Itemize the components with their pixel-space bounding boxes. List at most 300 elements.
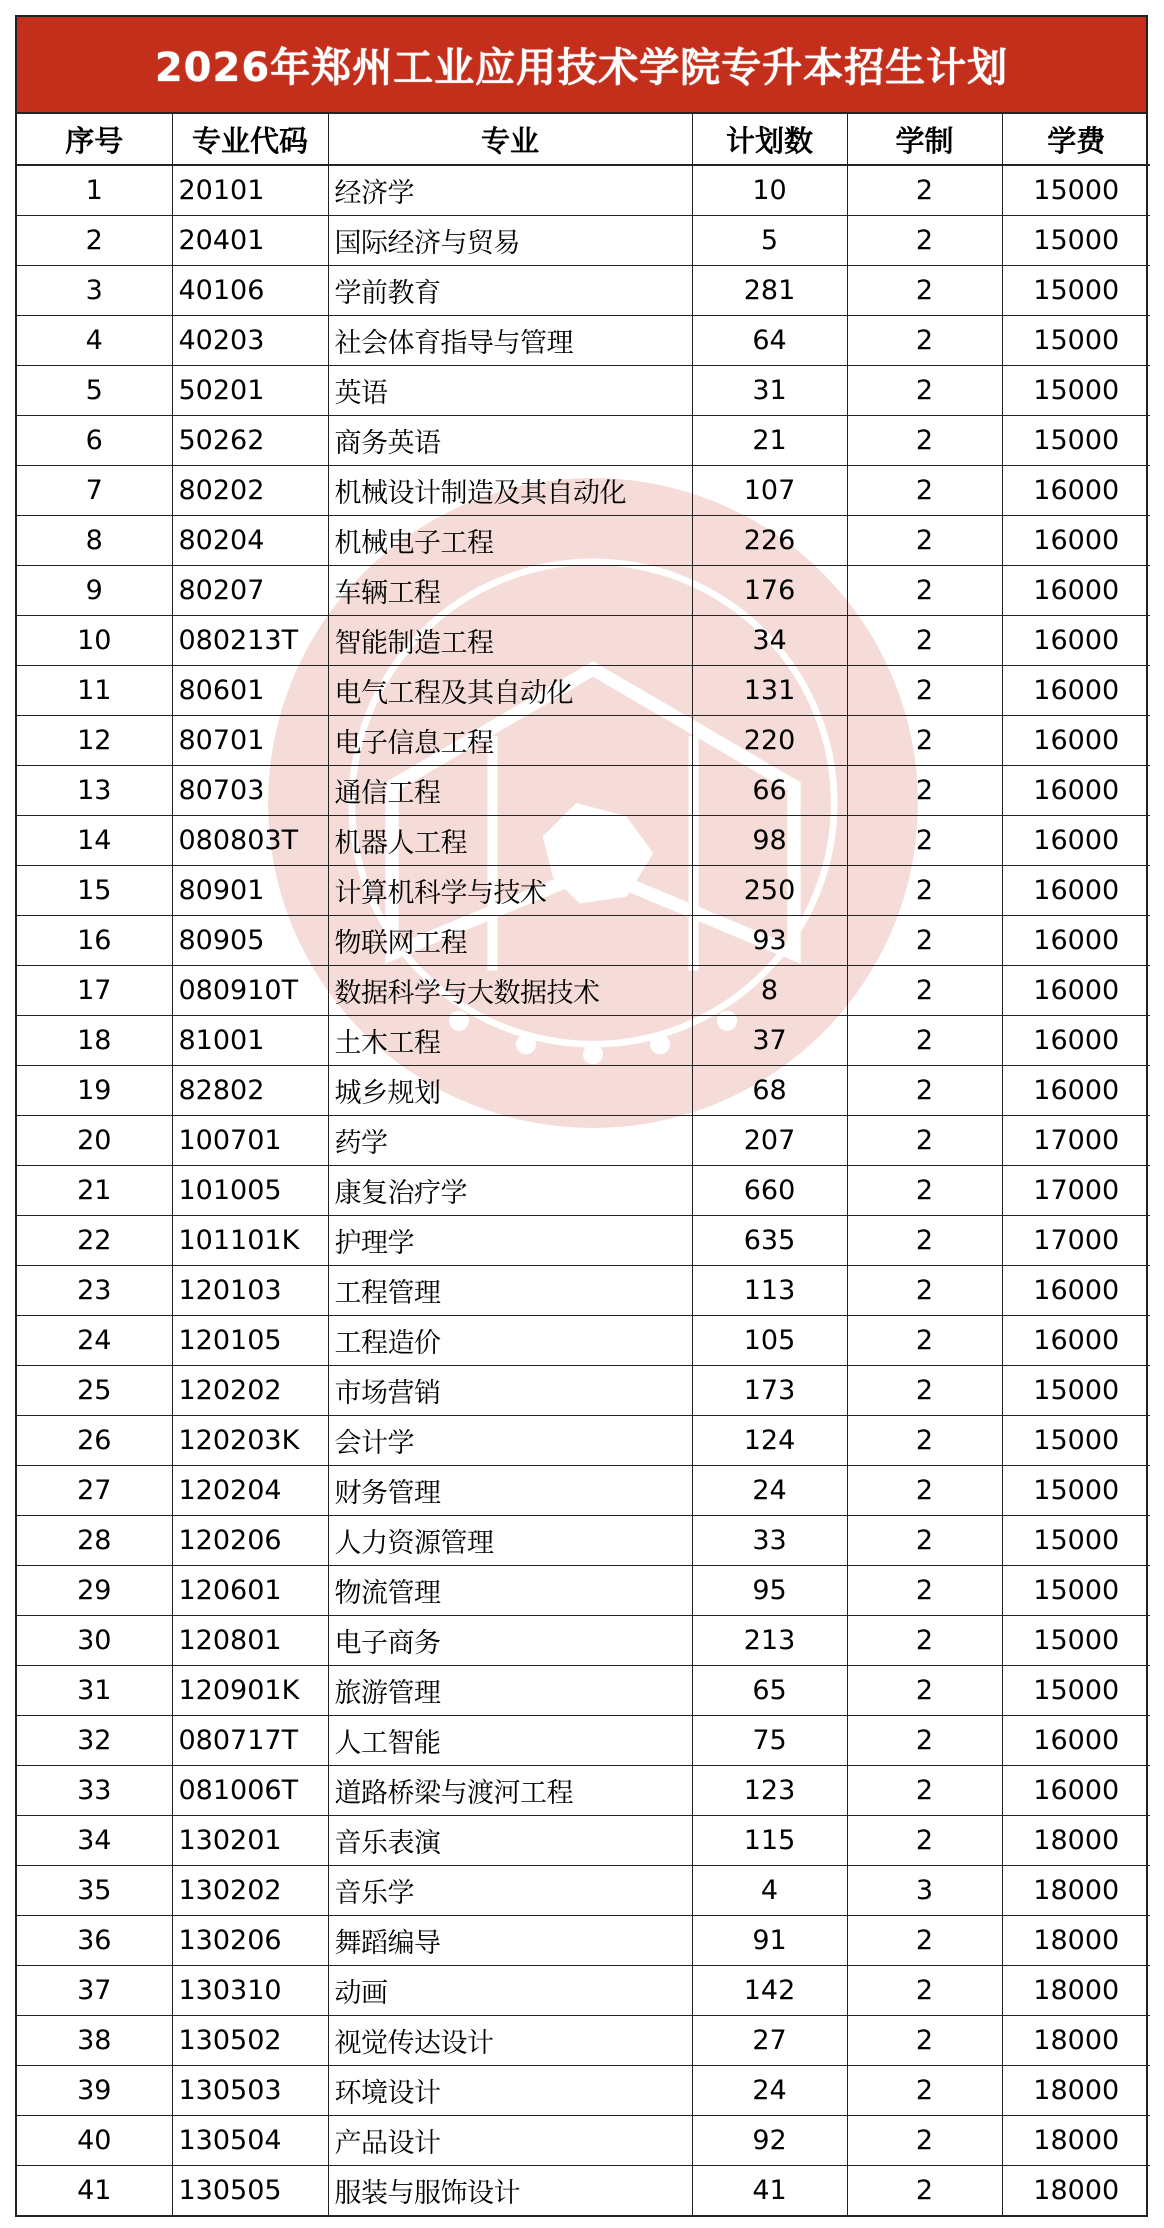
cell-major: 机器人工程: [328, 816, 692, 866]
cell-plan: 635: [692, 1216, 847, 1266]
cell-major: 学前教育: [328, 266, 692, 316]
cell-code: 081006T: [172, 1766, 328, 1816]
cell-plan: 31: [692, 366, 847, 416]
header-major: 专业: [328, 114, 692, 165]
cell-plan: 113: [692, 1266, 847, 1316]
cell-fee: 15000: [1002, 1566, 1150, 1616]
cell-years: 2: [847, 1166, 1002, 1216]
cell-code: 80701: [172, 716, 328, 766]
table-row: [17, 1066, 1150, 1116]
cell-code: 120203K: [172, 1416, 328, 1466]
table-row: [17, 1466, 1150, 1516]
cell-years: 2: [847, 416, 1002, 466]
cell-fee: 18000: [1002, 2166, 1150, 2216]
cell-years: 2: [847, 1966, 1002, 2016]
cell-index: 37: [17, 1966, 172, 2016]
cell-years: 2: [847, 1016, 1002, 1066]
table-row: [17, 2116, 1150, 2166]
cell-code: 101005: [172, 1166, 328, 1216]
cell-plan: 64: [692, 316, 847, 366]
cell-code: 82802: [172, 1066, 328, 1116]
cell-years: 2: [847, 1266, 1002, 1316]
cell-index: 11: [17, 666, 172, 716]
table-row: [17, 366, 1150, 416]
cell-years: 2: [847, 816, 1002, 866]
cell-fee: 15000: [1002, 366, 1150, 416]
cell-years: 2: [847, 666, 1002, 716]
cell-major: 音乐学: [328, 1866, 692, 1916]
cell-code: 101101K: [172, 1216, 328, 1266]
cell-index: 3: [17, 266, 172, 316]
table-row: [17, 916, 1150, 966]
cell-major: 数据科学与大数据技术: [328, 966, 692, 1016]
cell-plan: 21: [692, 416, 847, 466]
cell-major: 社会体育指导与管理: [328, 316, 692, 366]
table-row: [17, 1816, 1150, 1866]
cell-major: 工程管理: [328, 1266, 692, 1316]
table-row: [17, 466, 1150, 516]
cell-fee: 16000: [1002, 766, 1150, 816]
header-fee: 学费: [1002, 114, 1150, 165]
table-wrapper: [17, 114, 1146, 2215]
cell-major: 电子信息工程: [328, 716, 692, 766]
cell-years: 2: [847, 316, 1002, 366]
cell-code: 80207: [172, 566, 328, 616]
table-row: [17, 1766, 1150, 1816]
header-row: [17, 114, 1150, 165]
table-row: [17, 766, 1150, 816]
cell-code: 130201: [172, 1816, 328, 1866]
cell-code: 50201: [172, 366, 328, 416]
cell-fee: 16000: [1002, 666, 1150, 716]
cell-years: 2: [847, 466, 1002, 516]
cell-index: 28: [17, 1516, 172, 1566]
cell-fee: 16000: [1002, 916, 1150, 966]
cell-years: 3: [847, 1866, 1002, 1916]
cell-code: 120105: [172, 1316, 328, 1366]
cell-years: 2: [847, 1616, 1002, 1666]
cell-plan: 8: [692, 966, 847, 1016]
cell-code: 50262: [172, 416, 328, 466]
cell-code: 81001: [172, 1016, 328, 1066]
cell-major: 环境设计: [328, 2066, 692, 2116]
table-row: [17, 316, 1150, 366]
cell-fee: 18000: [1002, 1916, 1150, 1966]
cell-index: 31: [17, 1666, 172, 1716]
cell-fee: 16000: [1002, 816, 1150, 866]
cell-major: 服装与服饰设计: [328, 2166, 692, 2216]
cell-fee: 18000: [1002, 1866, 1150, 1916]
cell-fee: 18000: [1002, 2116, 1150, 2166]
cell-years: 2: [847, 716, 1002, 766]
cell-plan: 226: [692, 516, 847, 566]
cell-code: 80905: [172, 916, 328, 966]
cell-fee: 16000: [1002, 1716, 1150, 1766]
cell-years: 2: [847, 866, 1002, 916]
cell-years: 2: [847, 1566, 1002, 1616]
cell-years: 2: [847, 1116, 1002, 1166]
cell-years: 2: [847, 1216, 1002, 1266]
cell-major: 音乐表演: [328, 1816, 692, 1866]
cell-code: 80703: [172, 766, 328, 816]
table-row: [17, 1566, 1150, 1616]
cell-major: 机械设计制造及其自动化: [328, 466, 692, 516]
cell-index: 16: [17, 916, 172, 966]
cell-fee: 16000: [1002, 1316, 1150, 1366]
cell-major: 舞蹈编导: [328, 1916, 692, 1966]
cell-plan: 95: [692, 1566, 847, 1616]
cell-plan: 220: [692, 716, 847, 766]
cell-index: 7: [17, 466, 172, 516]
table-row: [17, 1416, 1150, 1466]
table-row: [17, 1216, 1150, 1266]
cell-years: 2: [847, 2016, 1002, 2066]
cell-code: 080717T: [172, 1716, 328, 1766]
cell-plan: 115: [692, 1816, 847, 1866]
cell-code: 120202: [172, 1366, 328, 1416]
cell-fee: 15000: [1002, 266, 1150, 316]
cell-code: 120801: [172, 1616, 328, 1666]
cell-code: 40203: [172, 316, 328, 366]
cell-years: 2: [847, 1066, 1002, 1116]
cell-code: 40106: [172, 266, 328, 316]
cell-fee: 15000: [1002, 316, 1150, 366]
cell-fee: 15000: [1002, 416, 1150, 466]
cell-code: 20101: [172, 165, 328, 216]
table-row: [17, 1016, 1150, 1066]
table-row: [17, 866, 1150, 916]
cell-plan: 105: [692, 1316, 847, 1366]
cell-index: 30: [17, 1616, 172, 1666]
cell-major: 护理学: [328, 1216, 692, 1266]
cell-plan: 142: [692, 1966, 847, 2016]
cell-code: 130503: [172, 2066, 328, 2116]
cell-fee: 16000: [1002, 616, 1150, 666]
cell-code: 080803T: [172, 816, 328, 866]
cell-fee: 16000: [1002, 866, 1150, 916]
cell-index: 5: [17, 366, 172, 416]
cell-index: 34: [17, 1816, 172, 1866]
cell-major: 道路桥梁与渡河工程: [328, 1766, 692, 1816]
cell-code: 80202: [172, 466, 328, 516]
cell-fee: 18000: [1002, 1966, 1150, 2016]
table-row: [17, 1116, 1150, 1166]
table-row: [17, 1166, 1150, 1216]
enrollment-table: [17, 114, 1150, 2215]
cell-major: 康复治疗学: [328, 1166, 692, 1216]
cell-code: 120601: [172, 1566, 328, 1616]
table-row: [17, 1616, 1150, 1666]
cell-code: 100701: [172, 1116, 328, 1166]
cell-plan: 92: [692, 2116, 847, 2166]
cell-index: 9: [17, 566, 172, 616]
cell-fee: 16000: [1002, 466, 1150, 516]
cell-plan: 68: [692, 1066, 847, 1116]
cell-fee: 15000: [1002, 1366, 1150, 1416]
cell-years: 2: [847, 766, 1002, 816]
cell-major: 会计学: [328, 1416, 692, 1466]
cell-years: 2: [847, 616, 1002, 666]
cell-years: 2: [847, 216, 1002, 266]
cell-fee: 15000: [1002, 1516, 1150, 1566]
cell-plan: 131: [692, 666, 847, 716]
cell-fee: 16000: [1002, 1066, 1150, 1116]
cell-index: 40: [17, 2116, 172, 2166]
cell-major: 人力资源管理: [328, 1516, 692, 1566]
cell-major: 工程造价: [328, 1316, 692, 1366]
table-row: [17, 566, 1150, 616]
cell-index: 20: [17, 1116, 172, 1166]
cell-major: 药学: [328, 1116, 692, 1166]
cell-major: 视觉传达设计: [328, 2016, 692, 2066]
cell-fee: 16000: [1002, 516, 1150, 566]
cell-plan: 4: [692, 1866, 847, 1916]
cell-index: 29: [17, 1566, 172, 1616]
table-row: [17, 1716, 1150, 1766]
cell-major: 智能制造工程: [328, 616, 692, 666]
header-plan: 计划数: [692, 114, 847, 165]
cell-code: 80601: [172, 666, 328, 716]
cell-index: 15: [17, 866, 172, 916]
table-row: [17, 1266, 1150, 1316]
cell-fee: 15000: [1002, 1666, 1150, 1716]
cell-years: 2: [847, 1916, 1002, 1966]
table-row: [17, 1866, 1150, 1916]
cell-years: 2: [847, 1366, 1002, 1416]
cell-code: 130310: [172, 1966, 328, 2016]
cell-index: 10: [17, 616, 172, 666]
cell-code: 20401: [172, 216, 328, 266]
cell-major: 计算机科学与技术: [328, 866, 692, 916]
cell-plan: 33: [692, 1516, 847, 1566]
cell-major: 电子商务: [328, 1616, 692, 1666]
cell-plan: 173: [692, 1366, 847, 1416]
cell-major: 财务管理: [328, 1466, 692, 1516]
cell-major: 产品设计: [328, 2116, 692, 2166]
cell-plan: 37: [692, 1016, 847, 1066]
cell-major: 人工智能: [328, 1716, 692, 1766]
cell-major: 通信工程: [328, 766, 692, 816]
cell-fee: 16000: [1002, 716, 1150, 766]
table-row: [17, 1316, 1150, 1366]
cell-plan: 10: [692, 165, 847, 216]
cell-index: 2: [17, 216, 172, 266]
table-row: [17, 966, 1150, 1016]
cell-fee: 15000: [1002, 1416, 1150, 1466]
cell-fee: 16000: [1002, 1016, 1150, 1066]
cell-major: 物联网工程: [328, 916, 692, 966]
table-row: [17, 1916, 1150, 1966]
cell-index: 24: [17, 1316, 172, 1366]
cell-code: 130202: [172, 1866, 328, 1916]
cell-code: 120206: [172, 1516, 328, 1566]
header-code: 专业代码: [172, 114, 328, 165]
cell-major: 城乡规划: [328, 1066, 692, 1116]
cell-fee: 18000: [1002, 2016, 1150, 2066]
cell-fee: 16000: [1002, 1766, 1150, 1816]
cell-code: 080213T: [172, 616, 328, 666]
cell-major: 英语: [328, 366, 692, 416]
table-row: [17, 816, 1150, 866]
cell-plan: 281: [692, 266, 847, 316]
cell-index: 27: [17, 1466, 172, 1516]
cell-plan: 660: [692, 1166, 847, 1216]
table-row: [17, 1966, 1150, 2016]
cell-fee: 17000: [1002, 1216, 1150, 1266]
cell-major: 土木工程: [328, 1016, 692, 1066]
cell-major: 市场营销: [328, 1366, 692, 1416]
cell-code: 080910T: [172, 966, 328, 1016]
cell-index: 23: [17, 1266, 172, 1316]
cell-years: 2: [847, 1766, 1002, 1816]
table-row: [17, 266, 1150, 316]
cell-plan: 27: [692, 2016, 847, 2066]
cell-plan: 250: [692, 866, 847, 916]
cell-index: 38: [17, 2016, 172, 2066]
cell-years: 2: [847, 2166, 1002, 2216]
cell-years: 2: [847, 966, 1002, 1016]
cell-code: 120103: [172, 1266, 328, 1316]
enrollment-plan-sheet: [15, 15, 1148, 2217]
cell-index: 6: [17, 416, 172, 466]
cell-fee: 18000: [1002, 1816, 1150, 1866]
cell-years: 2: [847, 1816, 1002, 1866]
cell-major: 机械电子工程: [328, 516, 692, 566]
cell-fee: 18000: [1002, 2066, 1150, 2116]
cell-plan: 98: [692, 816, 847, 866]
table-row: [17, 616, 1150, 666]
cell-plan: 66: [692, 766, 847, 816]
cell-code: 120901K: [172, 1666, 328, 1716]
cell-index: 12: [17, 716, 172, 766]
cell-index: 18: [17, 1016, 172, 1066]
cell-fee: 16000: [1002, 1266, 1150, 1316]
cell-index: 17: [17, 966, 172, 1016]
cell-plan: 93: [692, 916, 847, 966]
table-row: [17, 1516, 1150, 1566]
cell-code: 80204: [172, 516, 328, 566]
cell-years: 2: [847, 1516, 1002, 1566]
cell-code: 130502: [172, 2016, 328, 2066]
cell-code: 80901: [172, 866, 328, 916]
cell-fee: 15000: [1002, 1616, 1150, 1666]
cell-years: 2: [847, 266, 1002, 316]
cell-major: 商务英语: [328, 416, 692, 466]
cell-fee: 16000: [1002, 966, 1150, 1016]
cell-plan: 41: [692, 2166, 847, 2216]
cell-code: 120204: [172, 1466, 328, 1516]
cell-major: 国际经济与贸易: [328, 216, 692, 266]
cell-years: 2: [847, 1416, 1002, 1466]
cell-index: 22: [17, 1216, 172, 1266]
cell-major: 动画: [328, 1966, 692, 2016]
header-years: 学制: [847, 114, 1002, 165]
cell-fee: 15000: [1002, 165, 1150, 216]
cell-plan: 24: [692, 2066, 847, 2116]
cell-major: 电气工程及其自动化: [328, 666, 692, 716]
cell-years: 2: [847, 2116, 1002, 2166]
cell-years: 2: [847, 2066, 1002, 2116]
table-row: [17, 1366, 1150, 1416]
table-row: [17, 666, 1150, 716]
cell-years: 2: [847, 516, 1002, 566]
cell-plan: 5: [692, 216, 847, 266]
cell-index: 33: [17, 1766, 172, 1816]
cell-index: 36: [17, 1916, 172, 1966]
cell-plan: 91: [692, 1916, 847, 1966]
cell-index: 4: [17, 316, 172, 366]
table-row: [17, 516, 1150, 566]
table-row: [17, 2166, 1150, 2216]
cell-index: 14: [17, 816, 172, 866]
cell-index: 1: [17, 165, 172, 216]
cell-code: 130504: [172, 2116, 328, 2166]
cell-major: 物流管理: [328, 1566, 692, 1616]
cell-fee: 17000: [1002, 1166, 1150, 1216]
cell-fee: 15000: [1002, 216, 1150, 266]
cell-years: 2: [847, 165, 1002, 216]
cell-years: 2: [847, 566, 1002, 616]
cell-plan: 124: [692, 1416, 847, 1466]
cell-index: 21: [17, 1166, 172, 1216]
title-banner: [17, 17, 1146, 114]
cell-code: 130505: [172, 2166, 328, 2216]
cell-code: 130206: [172, 1916, 328, 1966]
table-row: [17, 216, 1150, 266]
cell-fee: 15000: [1002, 1466, 1150, 1516]
cell-major: 旅游管理: [328, 1666, 692, 1716]
cell-plan: 75: [692, 1716, 847, 1766]
cell-index: 13: [17, 766, 172, 816]
cell-years: 2: [847, 1466, 1002, 1516]
table-row: [17, 416, 1150, 466]
cell-plan: 207: [692, 1116, 847, 1166]
page-title: 2026年郑州工业应用技术学院专升本招生计划: [154, 45, 1009, 91]
table-row: [17, 1666, 1150, 1716]
cell-plan: 123: [692, 1766, 847, 1816]
cell-index: 8: [17, 516, 172, 566]
cell-plan: 107: [692, 466, 847, 516]
cell-plan: 176: [692, 566, 847, 616]
cell-index: 41: [17, 2166, 172, 2216]
cell-index: 39: [17, 2066, 172, 2116]
cell-index: 32: [17, 1716, 172, 1766]
cell-years: 2: [847, 1316, 1002, 1366]
cell-index: 19: [17, 1066, 172, 1116]
cell-years: 2: [847, 1666, 1002, 1716]
cell-index: 26: [17, 1416, 172, 1466]
cell-plan: 24: [692, 1466, 847, 1516]
cell-fee: 16000: [1002, 566, 1150, 616]
cell-index: 25: [17, 1366, 172, 1416]
table-row: [17, 2016, 1150, 2066]
cell-major: 车辆工程: [328, 566, 692, 616]
header-index: 序号: [17, 114, 172, 165]
cell-plan: 34: [692, 616, 847, 666]
table-body: [17, 165, 1150, 2215]
cell-years: 2: [847, 366, 1002, 416]
table-row: [17, 716, 1150, 766]
cell-index: 35: [17, 1866, 172, 1916]
cell-plan: 65: [692, 1666, 847, 1716]
cell-major: 经济学: [328, 165, 692, 216]
cell-fee: 17000: [1002, 1116, 1150, 1166]
table-row: [17, 165, 1150, 216]
cell-years: 2: [847, 916, 1002, 966]
cell-plan: 213: [692, 1616, 847, 1666]
cell-years: 2: [847, 1716, 1002, 1766]
table-row: [17, 2066, 1150, 2116]
